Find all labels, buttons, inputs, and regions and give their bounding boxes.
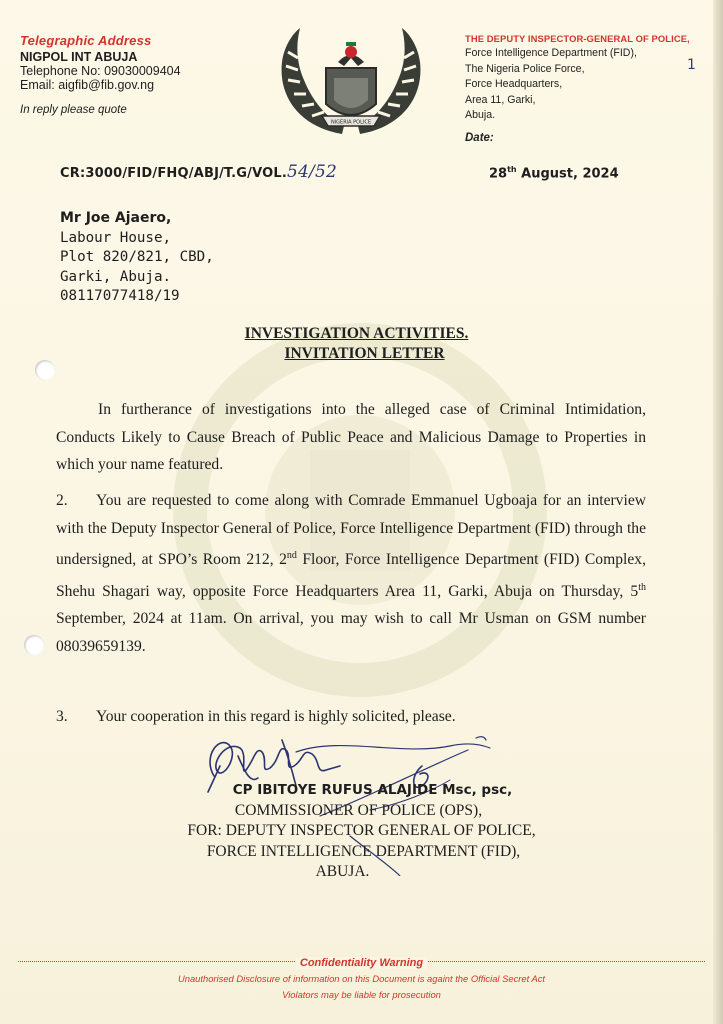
paragraph-number: 3. bbox=[56, 708, 68, 725]
telegraphic-address: NIGPOL INT ABUJA bbox=[20, 50, 138, 64]
signatory-department: FORCE INTELLIGENCE DEPARTMENT (FID), bbox=[206, 842, 521, 860]
telegraphic-title: Telegraphic Address bbox=[20, 33, 152, 48]
signatory-name: CP IBITOYE RUFUS ALAJIDE Msc, psc, bbox=[232, 782, 513, 798]
letterhead-right bbox=[465, 31, 690, 147]
nigeria-police-crest-icon bbox=[270, 22, 432, 142]
date-label: Date: bbox=[465, 132, 494, 145]
signatory-city: ABUJA. bbox=[315, 863, 370, 881]
addressee-line: Garki, Abuja. bbox=[60, 268, 172, 285]
paragraph-2-text: September, 2024 at 11am. On arrival, you may wish to call Mr Usman on GSM number 08039659139. bbox=[56, 610, 646, 655]
handwritten-mark: 1 bbox=[687, 57, 696, 73]
dig-address-line: The Nigeria Police Force, bbox=[465, 62, 585, 75]
addressee-line: Plot 820/821, CBD, bbox=[60, 249, 214, 265]
addressee-name: Mr Joe Ajaero, bbox=[60, 210, 172, 226]
signatory-for: FOR: DEPUTY INSPECTOR GENERAL OF POLICE, bbox=[187, 822, 536, 840]
date-suffix: th bbox=[507, 165, 517, 174]
reference-printed: CR:3000/FID/FHQ/ABJ/T.G/VOL. bbox=[60, 166, 288, 181]
ordinal-suffix: th bbox=[638, 581, 646, 593]
dig-address-line: Force Headquarters, bbox=[465, 78, 563, 91]
ordinal-suffix: nd bbox=[286, 550, 297, 561]
paragraph-number: 2. bbox=[56, 492, 68, 509]
paragraph-2-text: Floor, Force Intelligence Department (FID) Complex, Shehu Shagari way, opposite Force Headquarters Area 11, Garki, Abuja on Thursday, 5 bbox=[56, 551, 646, 600]
paragraph-3-text: Your cooperation in this regard is highly solicited, please. bbox=[96, 708, 456, 725]
signatory-title: COMMISSIONER OF POLICE (OPS), bbox=[234, 801, 483, 819]
punch-hole bbox=[35, 360, 55, 380]
telephone-line: Telephone No: 09030009404 bbox=[20, 64, 181, 78]
confidentiality-title: Confidentiality Warning bbox=[296, 957, 427, 969]
dig-address-line: Force Intelligence Department (FID), bbox=[465, 47, 637, 60]
crest-ribbon-text: NIGERIA POLICE bbox=[330, 119, 372, 126]
letter-date bbox=[489, 165, 619, 181]
dig-address-line: Area 11, Garki, bbox=[465, 93, 536, 106]
paragraph-2 bbox=[56, 487, 646, 660]
confidentiality-line-2: Violators may be liable for prosecution bbox=[282, 988, 441, 1000]
signatory-block bbox=[0, 780, 723, 883]
subject-line-2: INVITATION LETTER bbox=[284, 345, 445, 362]
addressee-phone: 08117077418/19 bbox=[60, 288, 180, 304]
confidentiality-line-1: Unauthorised Disclosure of information on this Document is againt the Official Secret Act bbox=[177, 973, 545, 984]
date-rest: August, 2024 bbox=[516, 166, 619, 182]
footer-rule bbox=[0, 953, 723, 969]
paragraph-1: In furtherance of investigations into the alleged case of Criminal Intimidation, Conducts Likely to Cause Breach of Public Peace and Malicious Damage to Properties in which your name featured. bbox=[56, 401, 646, 473]
letterhead-left bbox=[20, 33, 181, 116]
email-line: Email: aigfib@fib.gov.ng bbox=[20, 78, 155, 92]
confidentiality-footer bbox=[0, 953, 723, 1000]
punch-hole bbox=[24, 635, 44, 655]
addressee-block bbox=[60, 209, 214, 307]
dig-title: THE DEPUTY INSPECTOR-GENERAL OF POLICE, bbox=[465, 33, 690, 44]
reference-handwritten: 54/52 bbox=[287, 162, 338, 182]
reply-quote-note: In reply please quote bbox=[20, 104, 127, 116]
subject-heading bbox=[0, 324, 723, 364]
dig-address-line: Abuja. bbox=[465, 109, 496, 122]
paragraph-2-text: You are requested to come along with Comrade Emmanuel Ugboaja for an interview with the Deputy Inspector General of Police, Force Intelligence Department (FID) through the undersigned, at SPO’s Room 212, 2 bbox=[56, 492, 646, 569]
date-day: 28 bbox=[489, 166, 508, 182]
reference-number bbox=[60, 162, 337, 182]
addressee-line: Labour House, bbox=[60, 229, 172, 246]
subject-line-1: INVESTIGATION ACTIVITIES. bbox=[244, 325, 469, 342]
